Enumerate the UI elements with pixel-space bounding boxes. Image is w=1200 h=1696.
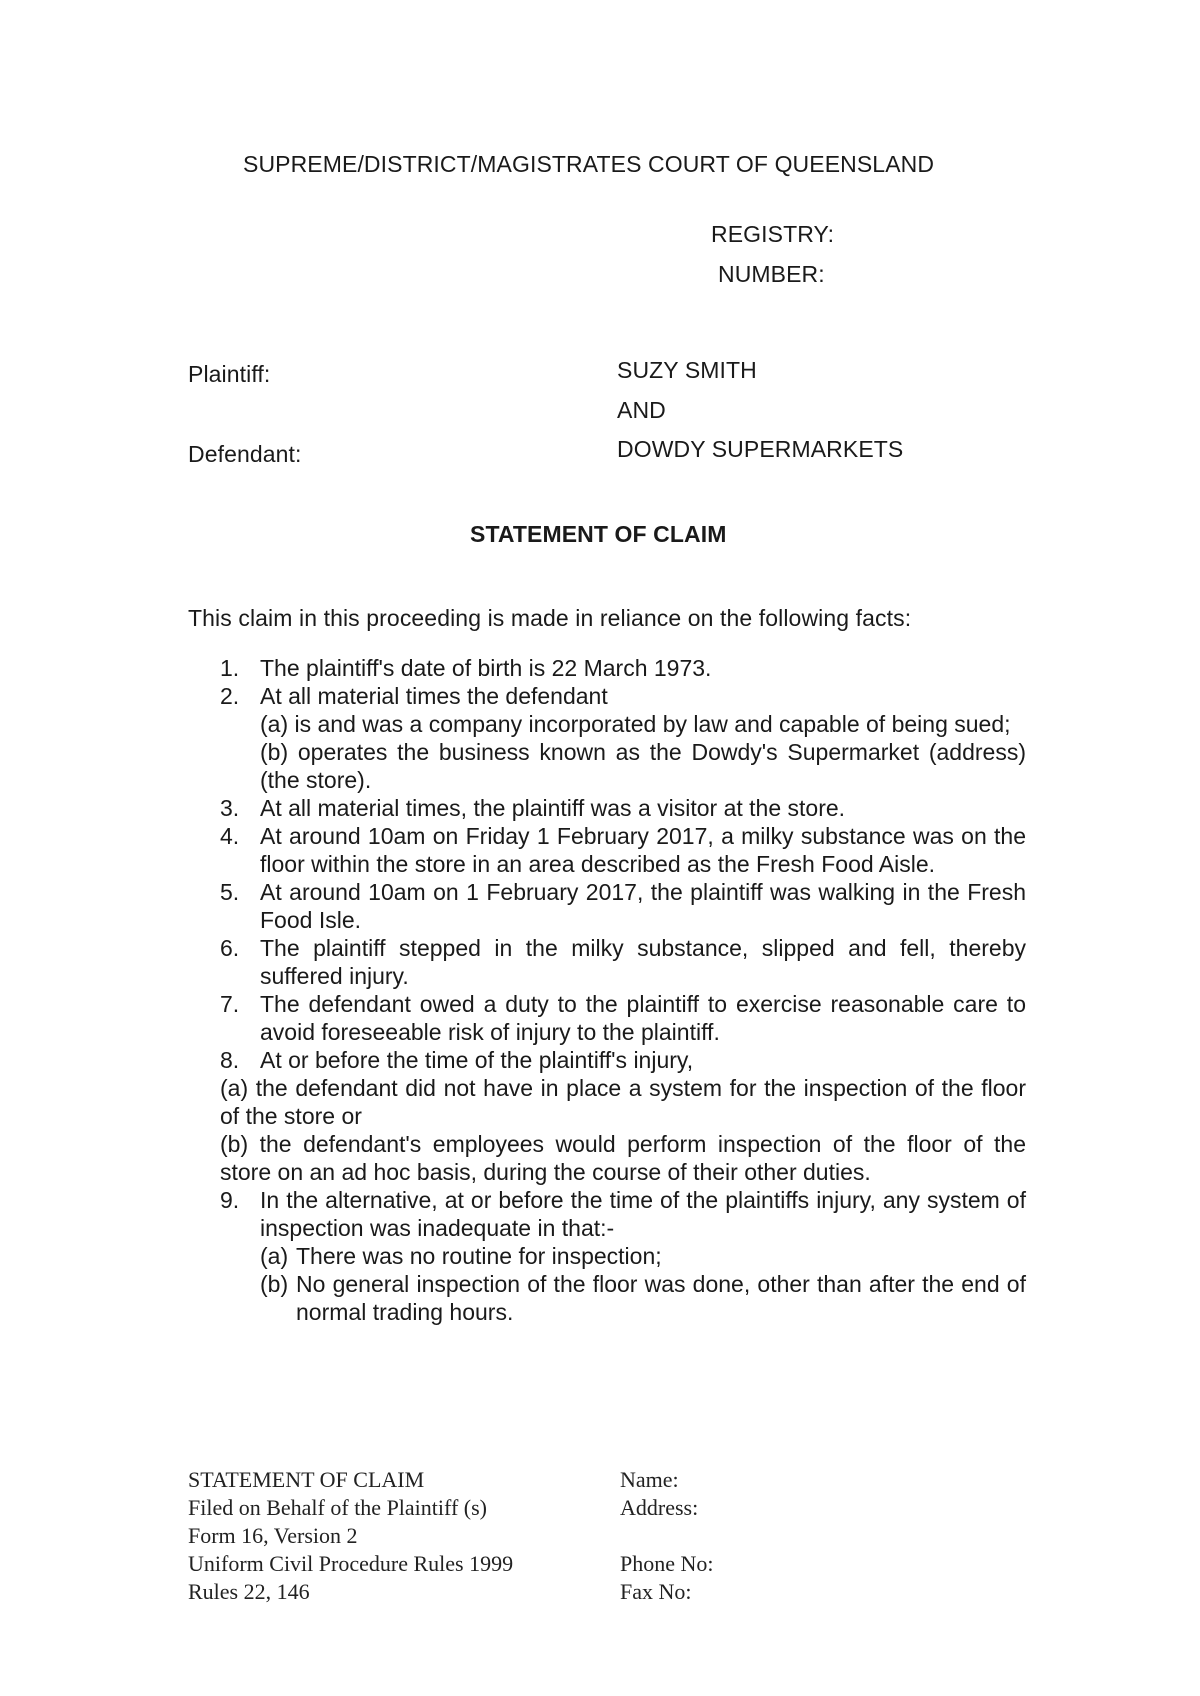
fact-text: The plaintiff's date of birth is 22 March 1973. [260,655,712,681]
fact-subitem: (a) the defendant did not have in place a system for the inspection of the floor of the store or [220,1075,1026,1129]
fact-text: At around 10am on 1 February 2017, the plaintiff was walking in the Fresh Food Isle. [260,879,1026,933]
subitem-label: (b) [260,1271,289,1297]
footer-contact-details [620,1466,714,1606]
number-label: NUMBER: [718,261,825,287]
footer-name-label: Name: [620,1467,679,1492]
fact-number: 3. [220,795,240,821]
footer-address-label: Address: [620,1495,699,1520]
intro-paragraph: This claim in this proceeding is made in reliance on the following facts: [188,605,912,631]
footer-rules-act: Uniform Civil Procedure Rules 1999 [188,1551,514,1576]
fact-item [220,878,1026,934]
fact-number: 2. [220,683,240,709]
fact-item [220,1046,1026,1186]
subitem-text: No general inspection of the floor was done, other than after the end of normal trading hours. [296,1271,1026,1325]
registry-label: REGISTRY: [711,221,835,247]
facts-list [220,654,1026,1326]
footer-filed-by: Filed on Behalf of the Plaintiff (s) [188,1495,487,1520]
fact-text: In the alternative, at or before the time of the plaintiffs injury, any system of inspection was inadequate in that:- [260,1187,1026,1241]
footer-phone-label: Phone No: [620,1551,714,1576]
and-separator: AND [617,397,666,423]
fact-subitem [260,1270,1026,1326]
fact-number: 4. [220,823,240,849]
fact-number: 5. [220,879,240,905]
fact-text: At or before the time of the plaintiff's injury, [260,1047,694,1073]
footer-form-version: Form 16, Version 2 [188,1523,358,1548]
fact-item [220,822,1026,878]
fact-subitem [260,1242,1026,1270]
fact-number: 1. [220,655,240,681]
footer-spacer [620,1522,714,1550]
fact-text: At all material times, the plaintiff was a visitor at the store. [260,795,846,821]
fact-text: At all material times the defendant [260,683,608,709]
defendant-name: DOWDY SUPERMARKETS [617,436,904,462]
fact-text: The plaintiff stepped in the milky substance, slipped and fell, thereby suffered injury. [260,935,1026,989]
fact-number: 8. [220,1047,240,1073]
fact-item [220,794,1026,822]
fact-text: At around 10am on Friday 1 February 2017, a milky substance was on the floor within the store in an area described as the Fresh Food Aisle. [260,823,1026,877]
fact-number: 6. [220,935,240,961]
defendant-label: Defendant: [188,441,302,467]
footer-doc-type: STATEMENT OF CLAIM [188,1467,425,1492]
fact-item [220,934,1026,990]
fact-subitem: (b) operates the business known as the Dowdy's Supermarket (address) (the store). [260,739,1026,793]
subitem-text: There was no routine for inspection; [296,1243,662,1269]
footer-form-details [188,1466,513,1606]
document-title: STATEMENT OF CLAIM [470,521,727,547]
plaintiff-name: SUZY SMITH [617,357,757,383]
fact-item [220,682,1026,794]
fact-text: The defendant owed a duty to the plaintiff to exercise reasonable care to avoid foreseeable risk of injury to the plaintiff. [260,991,1026,1045]
subitem-label: (a) [260,1243,289,1269]
court-title: SUPREME/DISTRICT/MAGISTRATES COURT OF QUEENSLAND [243,151,935,177]
fact-subitem: (b) the defendant's employees would perform inspection of the floor of the store on an ad hoc basis, during the course of their other duties. [220,1131,1026,1185]
footer-fax-label: Fax No: [620,1579,692,1604]
fact-subitem: (a) is and was a company incorporated by law and capable of being sued; [260,711,1011,737]
fact-number: 9. [220,1187,240,1213]
fact-number: 7. [220,991,240,1017]
fact-item [220,1186,1026,1326]
fact-item [220,990,1026,1046]
plaintiff-label: Plaintiff: [188,361,271,387]
fact-item [220,654,1026,682]
footer-rules-numbers: Rules 22, 146 [188,1579,310,1604]
